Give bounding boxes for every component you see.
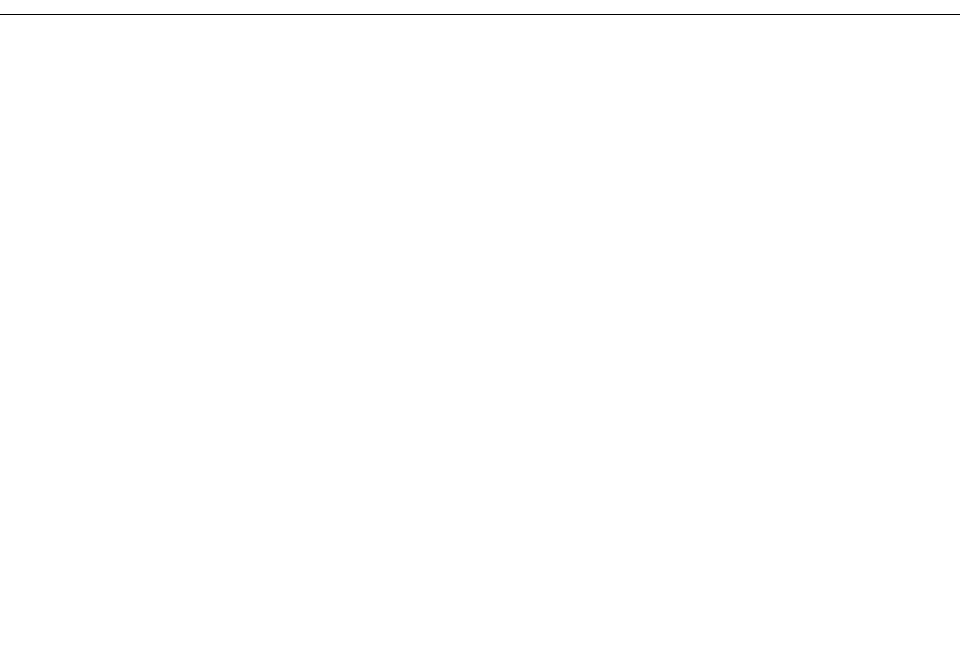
document-title bbox=[0, 0, 960, 14]
registry-table bbox=[0, 14, 960, 15]
